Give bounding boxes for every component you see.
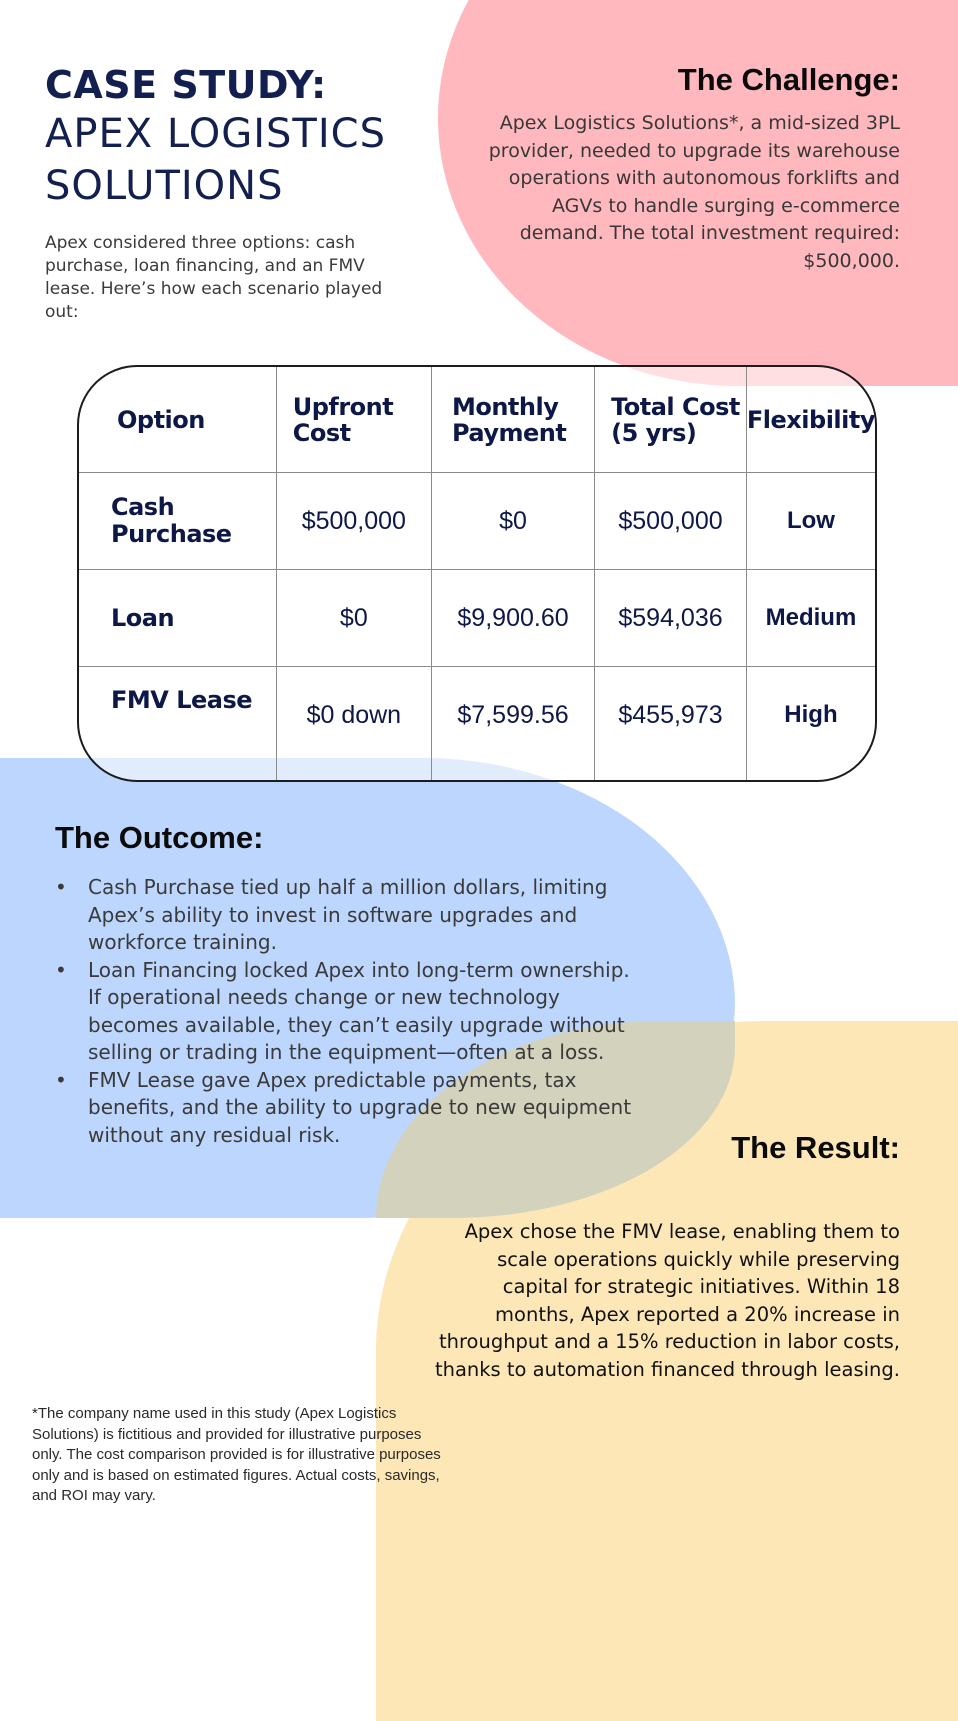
outcome-item-text: Loan Financing locked Apex into long-term ownership. If operational needs change or new technology becomes available, they can’t easily upgrade without selling or trading in the equipment—often at a loss. [88,957,630,1064]
challenge-body: Apex Logistics Solutions*, a mid-sized 3PL provider, needed to upgrade its warehouse operations with autonomous forklifts and AGVs to handle surging e-commerce demand. The total investment required: $500,000. [488,112,900,272]
header-monthly-payment: Monthly Payment [431,367,594,473]
row-option: Loan [79,570,276,667]
header-option: Option [79,367,276,473]
header-upfront-cost: Upfront Cost [276,367,431,473]
row-option: FMV Lease [79,667,276,783]
list-item [55,874,645,957]
row-monthly: $9,900.60 [431,570,594,667]
page-title: CASE STUDY: [45,63,327,107]
row-option: Cash Purchase [79,473,276,570]
row-monthly: $7,599.56 [431,667,594,783]
bullet-icon: • [55,875,67,899]
page-subtitle-line1: APEX LOGISTICS [45,111,386,157]
row-upfront: $500,000 [276,473,431,570]
intro-text: Apex considered three options: cash purchase, loan financing, and an FMV lease. Here’s how each scenario played out: [45,233,383,322]
table-row [79,473,875,570]
challenge-heading: The Challenge: [677,62,900,97]
row-total: $500,000 [595,473,747,570]
disclaimer-footnote: *The company name used in this study (Apex Logistics Solutions) is fictitious and provided for illustrative purposes only. The cost comparison provided is for illustrative purposes only and is based on estimated figures. Actual costs, savings, and ROI may vary. [32,1405,441,1504]
table-header-row [79,367,875,473]
row-upfront: $0 [276,570,431,667]
title-block [45,62,435,212]
result-heading: The Result: [731,1130,900,1165]
outcome-section [55,820,645,1149]
page-subtitle-line2: SOLUTIONS [45,163,284,209]
header-total-cost: Total Cost (5 yrs) [595,367,747,473]
table-row [79,667,875,783]
row-upfront: $0 down [276,667,431,783]
row-total: $594,036 [595,570,747,667]
table-row [79,570,875,667]
row-total: $455,973 [595,667,747,783]
result-section [430,1130,900,1383]
outcome-list [55,874,645,1149]
challenge-section [480,62,900,275]
bullet-icon: • [55,957,67,982]
header-flexibility: Flexibility [746,367,875,473]
outcome-item-text: FMV Lease gave Apex predictable payments, tax benefits, and the ability to upgrade to new equipment without any residual risk. [88,1067,632,1147]
bullet-icon: • [55,1067,67,1092]
row-flexibility: Medium [746,570,875,667]
outcome-item-text: Cash Purchase tied up half a million dollars, limiting Apex’s ability to invest in software upgrades and workforce training. [88,875,608,954]
row-flexibility: High [746,667,875,783]
comparison-table [77,365,877,782]
row-monthly: $0 [431,473,594,570]
outcome-heading: The Outcome: [55,820,264,855]
list-item [55,957,645,1067]
result-body: Apex chose the FMV lease, enabling them to scale operations quickly while preserving capital for strategic initiatives. Within 18 months, Apex reported a 20% increase in throughput and a 15% reduction in labor costs, thanks to automation financed through leasing. [434,1220,900,1381]
row-flexibility: Low [746,473,875,570]
